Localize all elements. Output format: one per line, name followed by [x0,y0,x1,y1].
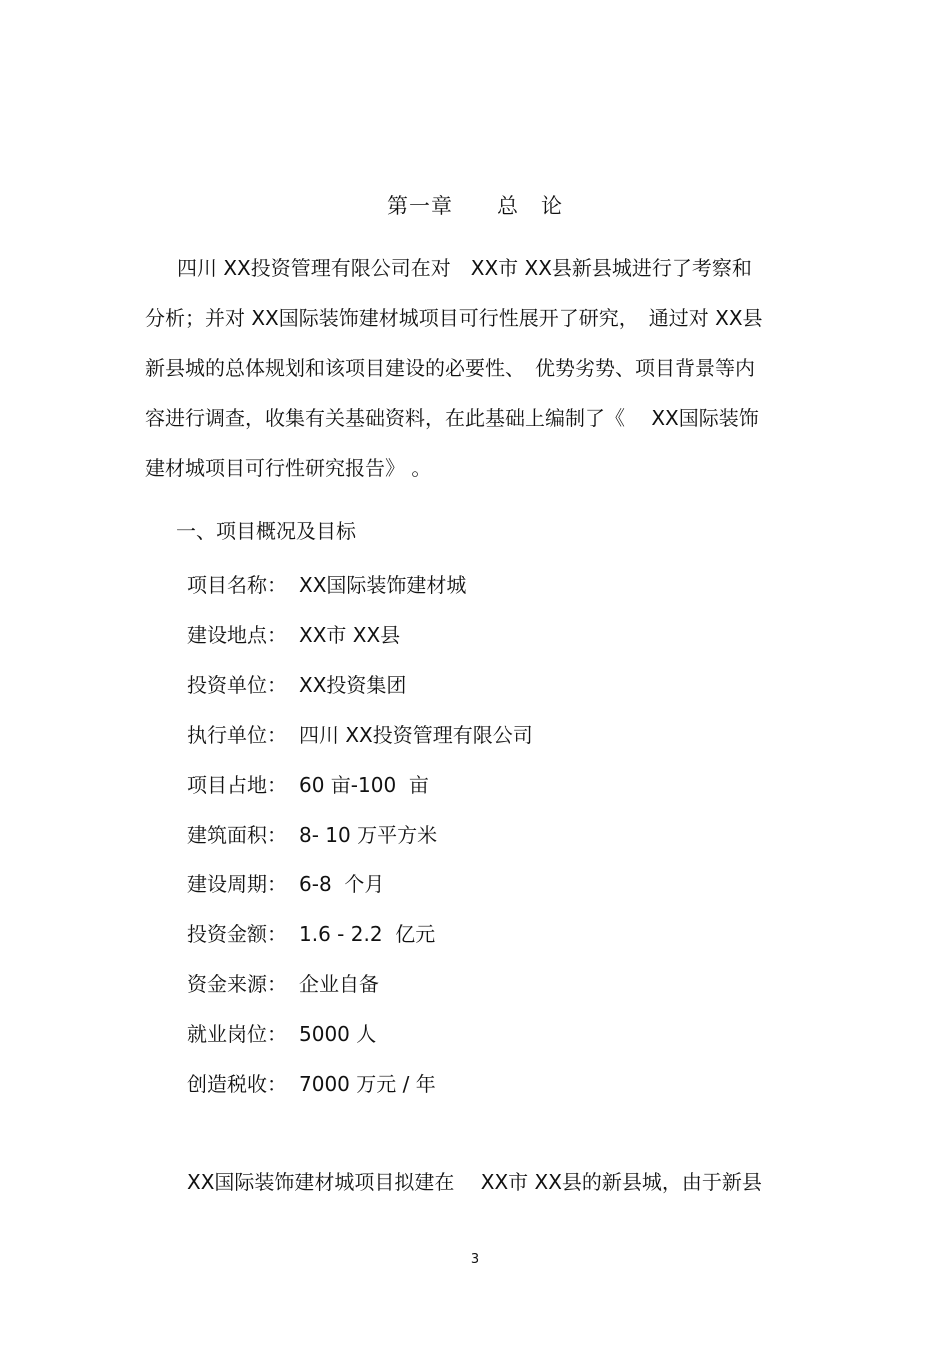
intro-line: 四川 XX投资管理有限公司在对 XX市 XX县新县城进行了考察和 [157,256,752,280]
overview-item-value: XX市 XX县 [299,623,401,647]
overview-item-value: 60 亩-100 亩 [299,773,429,797]
overview-item-value: 7000 万元 / 年 [299,1072,436,1096]
chapter-title: 第一章 总 论 [387,194,563,218]
overview-item-label: 创造税收： [187,1072,287,1096]
overview-item-label: 投资单位： [187,673,287,697]
overview-item-label: 就业岗位： [187,1022,287,1046]
intro-line: 容进行调查，收集有关基础资料，在此基础上编制了《 XX国际装饰 [145,406,759,430]
overview-item-label: 投资金额： [187,922,287,946]
overview-item-label: 执行单位： [187,723,287,747]
overview-item-value: XX国际装饰建材城 [299,573,467,597]
closing-paragraph-line: XX国际装饰建材城项目拟建在 XX市 XX县的新县城，由于新县 [187,1170,762,1194]
overview-item-value: 6-8 个月 [299,872,385,896]
overview-item-value: 四川 XX投资管理有限公司 [299,723,533,747]
overview-item-label: 项目名称： [187,573,287,597]
overview-item-value: 8- 10 万平方米 [299,823,438,847]
overview-item-value: 5000 人 [299,1022,377,1046]
overview-item-label: 建筑面积： [187,823,287,847]
section-heading: 一、项目概况及目标 [176,519,356,543]
overview-item-label: 资金来源： [187,972,287,996]
intro-line: 建材城项目可行性研究报告》 。 [145,456,432,480]
overview-item-label: 建设周期： [187,872,287,896]
intro-line: 新县城的总体规划和该项目建设的必要性、 优势劣势、项目背景等内 [145,356,755,380]
overview-item-value: XX投资集团 [299,673,407,697]
overview-item-label: 项目占地： [187,773,287,797]
overview-item-label: 建设地点： [187,623,287,647]
page-number: 3 [470,1252,480,1267]
intro-line: 分析；并对 XX国际装饰建材城项目可行性展开了研究， 通过对 XX县 [145,306,763,330]
overview-item-value: 企业自备 [299,972,379,996]
overview-item-value: 1.6 - 2.2 亿元 [299,922,436,946]
